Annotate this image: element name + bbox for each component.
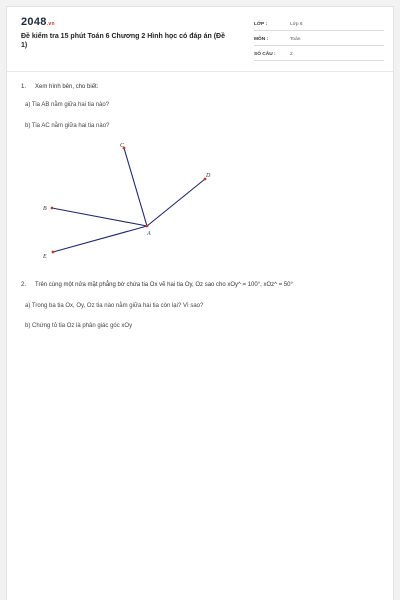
meta-row-class [254,19,384,31]
question-number: 2. [21,282,27,288]
question-text: Trên cùng một nửa mặt phẳng bờ chứa tia Ox vẽ hai tia Oy, Oz sao cho xOy^ = 100°, xOz^ = 50° [35,282,293,288]
geometry-figure [37,142,227,267]
question-1-part-b: b) Tia AC nằm giữa hai tia nào? [25,123,110,129]
meta-label: MÔN : [254,37,269,42]
ray-ae [53,226,147,252]
meta-value: Lớp 6 [290,22,303,27]
point-a [146,225,149,228]
meta-label: SỐ CÂU : [254,52,276,57]
meta-row-subject [254,34,384,46]
question-number: 1. [21,84,27,90]
label-c: C [120,143,125,149]
meta-row-question-count [254,49,384,61]
label-b: B [43,206,47,212]
point-e [52,251,55,254]
logo-suffix: .vn [46,21,55,27]
logo-number: 2048 [21,16,47,28]
document-page [6,6,394,600]
document-title: Đề kiểm tra 15 phút Toán 6 Chương 2 Hình học có đáp án (Đề 1) [21,33,225,49]
label-a: A [147,231,151,237]
question-text: Xem hình bên, cho biết: [35,84,99,90]
ray-ac [124,148,147,226]
site-logo[interactable] [21,16,55,28]
meta-value: 2 [290,52,293,57]
meta-label: LỚP : [254,22,268,27]
point-b [51,207,54,210]
question-2-part-b: b) Chứng tỏ tia Oz là phân giác góc xOy [25,323,133,329]
ray-ad [147,179,205,226]
question-1-part-a: a) Tia AB nằm giữa hai tia nào? [25,102,110,108]
label-e: E [43,254,47,260]
ray-ab [52,208,147,226]
question-2-part-a: a) Trong ba tia Ox, Oy, Oz tia nào nằm giữa hai tia còn lại? Vì sao? [25,303,204,309]
label-d: D [206,173,211,179]
document-meta [254,19,384,64]
meta-value: Toán [290,37,301,42]
header-divider [7,71,393,72]
document-header [7,7,393,71]
